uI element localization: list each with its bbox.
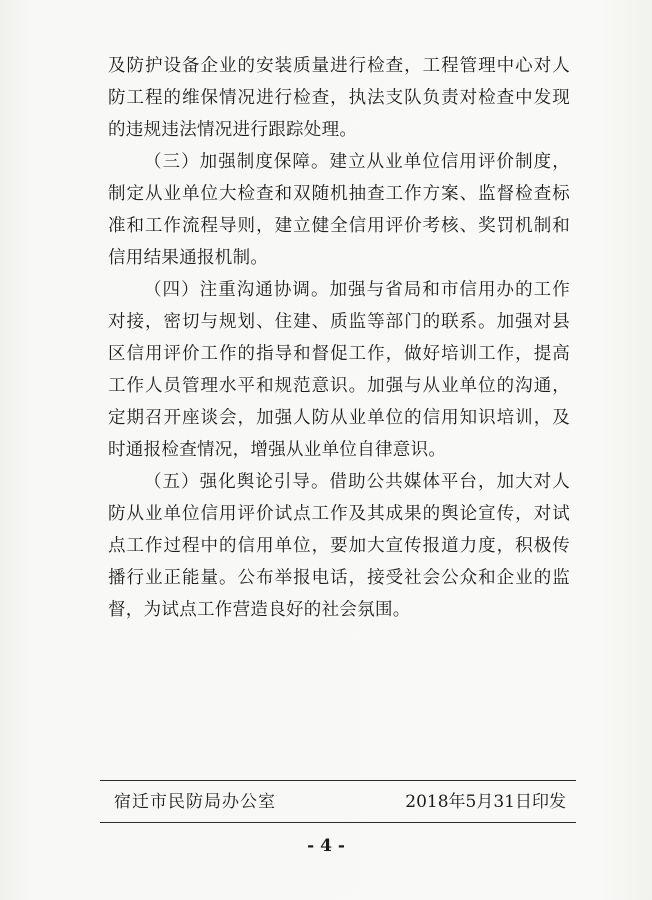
footer-issuer: 宿迁市民防局办公室 (114, 792, 276, 812)
footer-bottom-rule (100, 822, 576, 823)
paragraph-section-3: （三）加强制度保障。建立从业单位信用评价制度，制定从业单位大检查和双随机抽查工作方案、监督检查标准和工作流程导则，建立健全信用评价考核、奖罚机制和信用结果通报机制。 (108, 152, 570, 268)
paragraph-section-5: （五）强化舆论引导。借助公共媒体平台，加大对人防从业单位信用评价试点工作及其成果的舆论宣传，对试点工作过程中的信用单位，要加大宣传报道力度，积极传播行业正能量。公布举报电话，接受社会公众和企业的监督，为试点工作营造良好的社会氛围。 (108, 472, 570, 620)
document-body (108, 50, 570, 626)
footer-top-rule (100, 780, 576, 781)
footer-issue-date: 2018年5月31日印发 (405, 792, 566, 812)
paragraph-section-4: （四）注重沟通协调。加强与省局和市信用办的工作对接，密切与规划、住建、质监等部门的联系。加强对县区信用评价工作的指导和督促工作，做好培训工作，提高工作人员管理水平和规范意识。加强与从业单位的沟通，定期召开座谈会，加强人防从业单位的信用知识培训，及时通报检查情况，增强从业单位自律意识。 (108, 280, 570, 460)
page-number: - 4 - (307, 836, 345, 856)
paragraph-continuation: 及防护设备企业的安装质量进行检查，工程管理中心对人防工程的维保情况进行检查，执法支队负责对检查中发现的违规违法情况进行跟踪处理。 (108, 56, 570, 140)
